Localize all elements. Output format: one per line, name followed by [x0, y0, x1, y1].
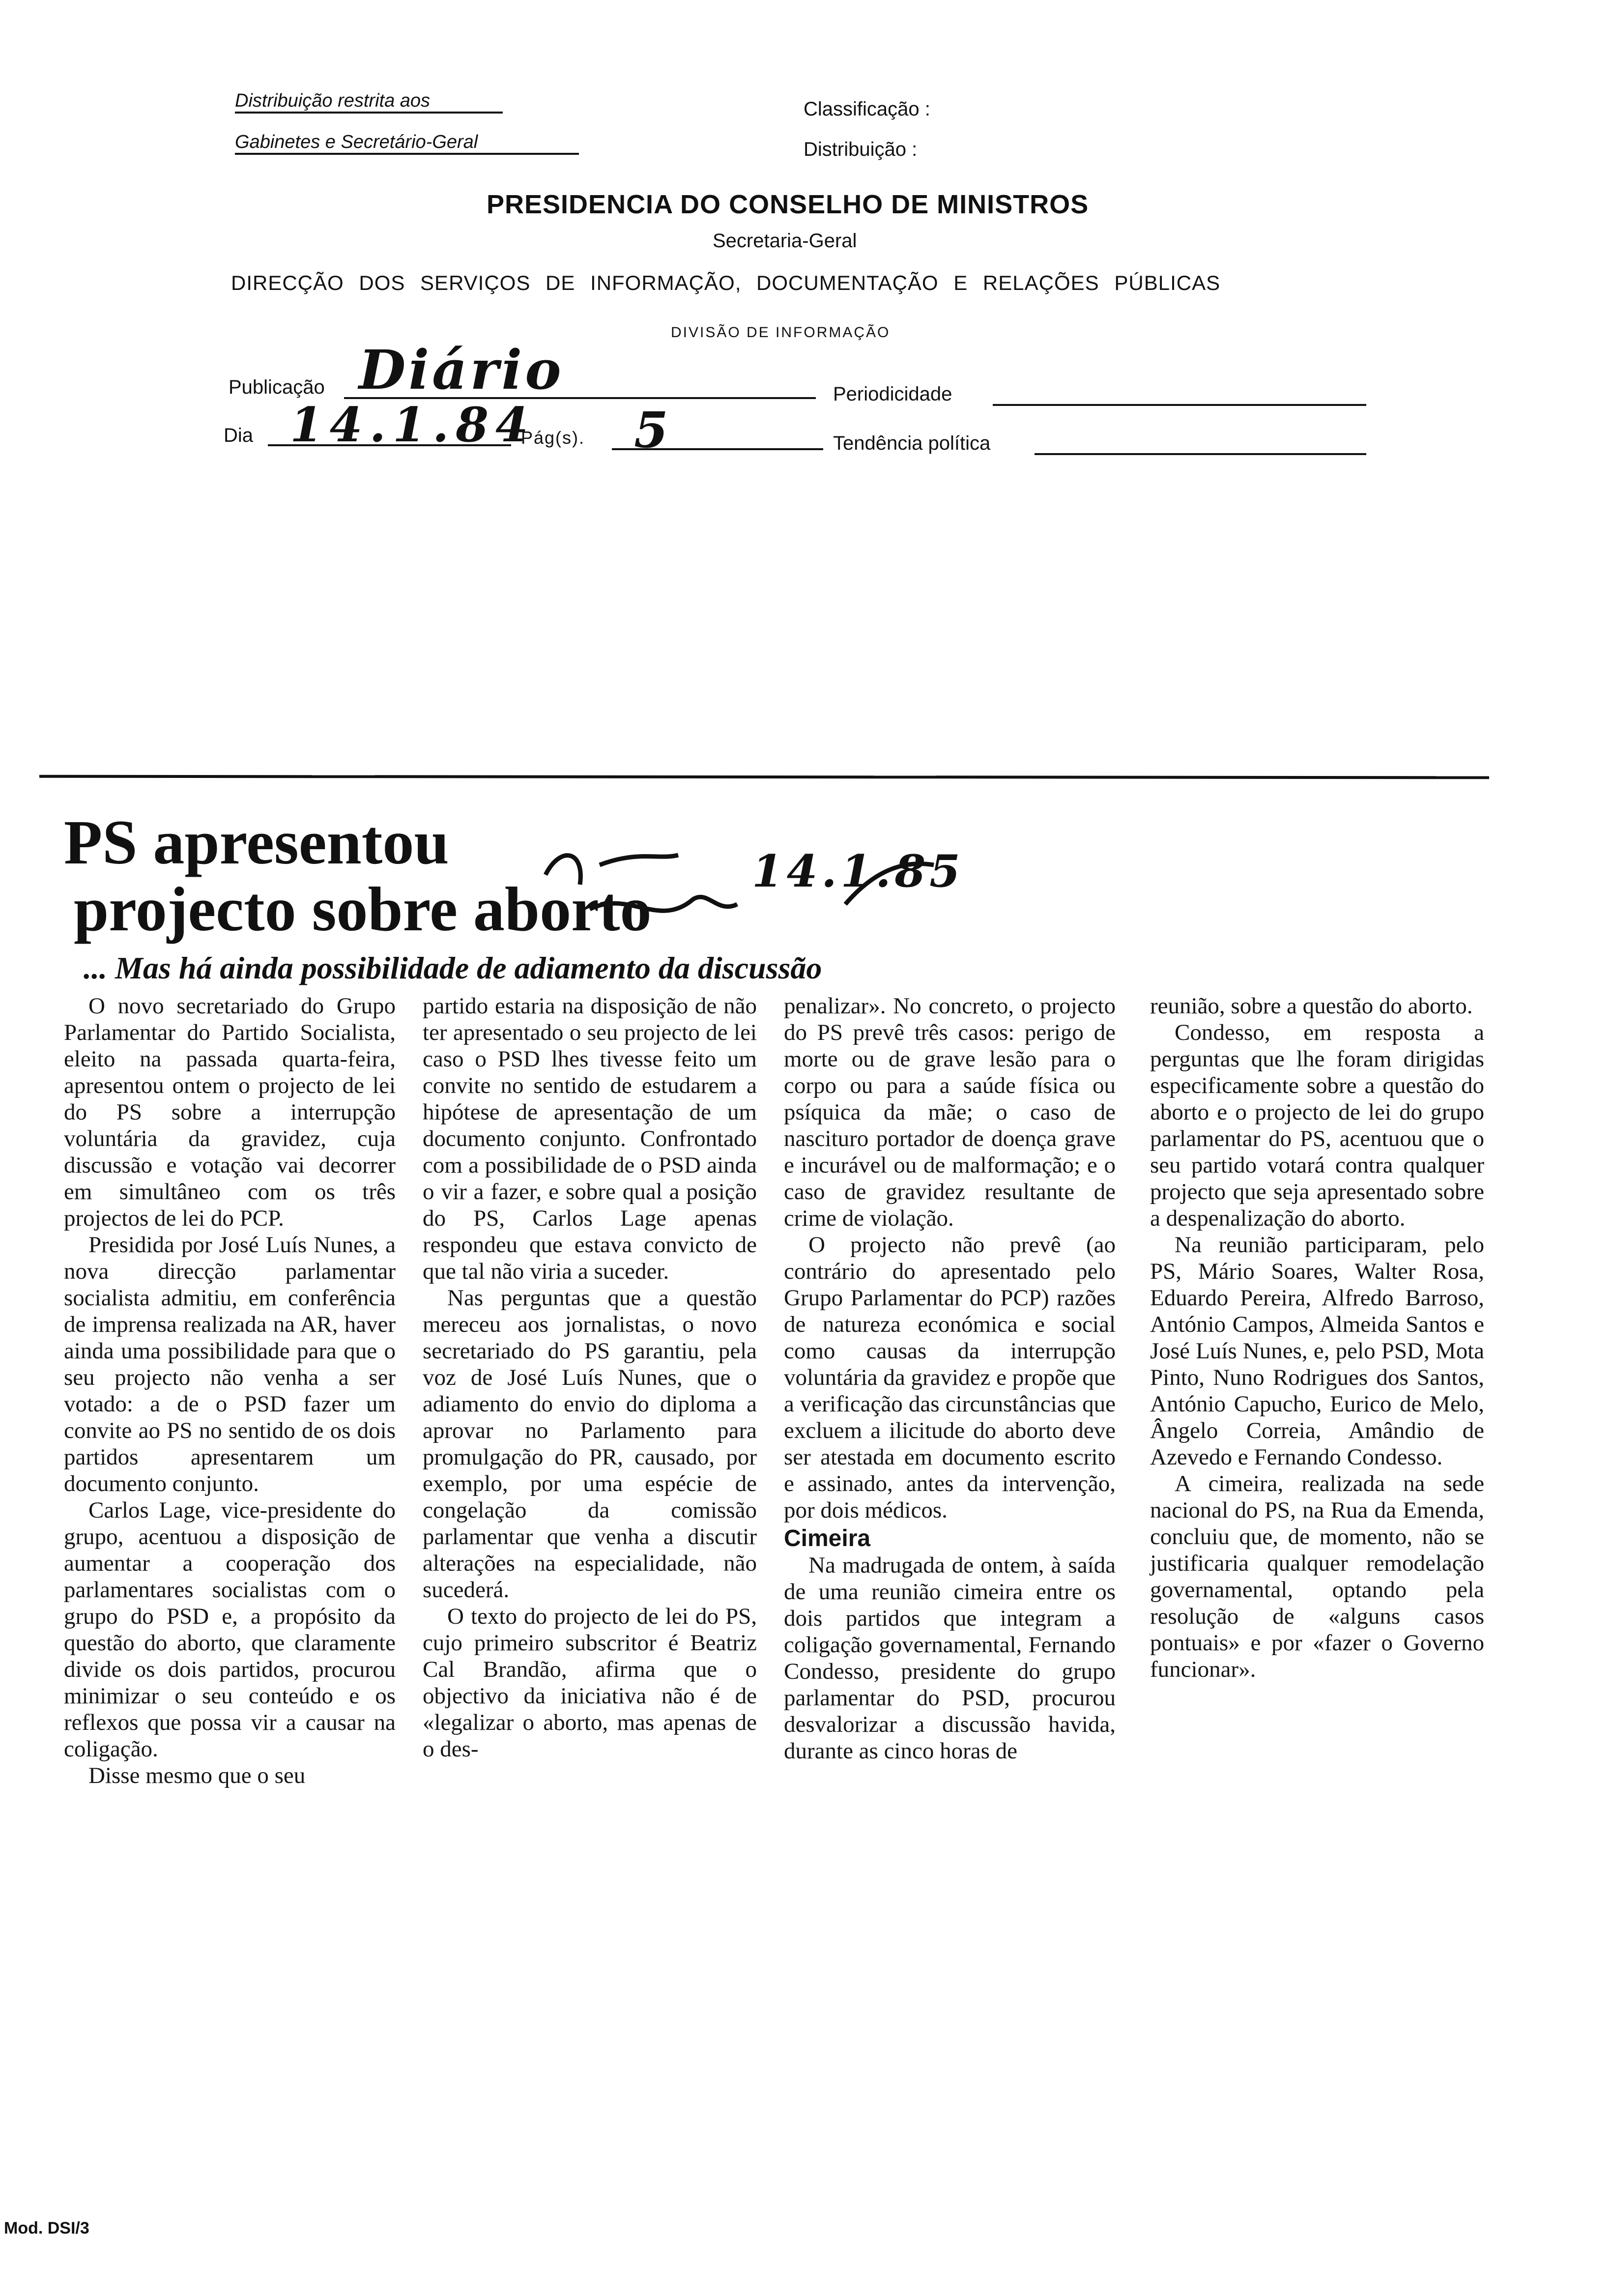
- column-4-paragraph: reunião, sobre a questão do aborto.: [1150, 993, 1473, 1019]
- pags-label: Pág(s).: [521, 428, 585, 448]
- article-column-4: [1150, 993, 1484, 1683]
- column-1-paragraph: O novo secretariado do Grupo Parlamentar do Partido Socialista, eleito na passada quarta-feira, apresentou ontem o projecto de lei do PS sobre a interrupção voluntária da gravidez, cuja discussão e votação vai decorrer em simultâneo com os três projectos de lei do PCP.: [64, 993, 396, 1231]
- tendencia-line: [1035, 453, 1366, 455]
- periodicidade-label: Periodicidade: [833, 383, 952, 405]
- headline-line-2: projecto sobre aborto: [74, 874, 652, 944]
- pags-line: [612, 448, 823, 450]
- distribuicao-label: Distribuição :: [804, 139, 918, 160]
- headline-line-1: PS apresentou: [64, 807, 449, 877]
- column-1-paragraph: Disse mesmo que o seu: [88, 1763, 306, 1788]
- column-4-paragraph: Na reunião participaram, pelo PS, Mário Soares, Walter Rosa, Eduardo Pereira, Alfredo Barroso, António Campos, Almeida Santos e José Luís Nunes, e, pelo PSD, Mota Pinto, Nuno Rodrigues dos Santos, António Capucho, Eurico de Melo, Ângelo Correia, Amândio de Azevedo e Fernando Condesso.: [1150, 1232, 1484, 1470]
- restricted-line-2: Gabinetes e Secretário-Geral: [235, 132, 579, 155]
- page-subtitle: Secretaria-Geral: [713, 230, 857, 252]
- column-3-paragraph: penalizar». No concreto, o projecto do PS prevê três casos: perigo de morte ou de grave lesão para o corpo ou para a saúde física ou psíquica da mãe; o caso de nascituro portador de doença grave e incurável ou de malformação; e o caso de gravidez resultante de crime de violação.: [784, 993, 1116, 1231]
- publicacao-label: Publicação: [229, 376, 325, 398]
- column-2-paragraph: Nas perguntas que a questão mereceu aos jornalistas, o novo secretariado do PS garantiu, pela voz de José Luís Nunes, que o adiamento do envio do diploma a aprovar no Parlamento para promulgação do PR, causado, por exemplo, por uma espécie de congelação da comissão parlamentar que venha a discutir alterações na especialidade, não sucederá.: [423, 1285, 757, 1603]
- section-heading-cimeira: Cimeira: [784, 1525, 871, 1551]
- dia-line: [268, 444, 511, 446]
- dia-label: Dia: [224, 425, 254, 446]
- article-column-2: [423, 993, 757, 1762]
- restricted-line-1: Distribuição restrita aos: [235, 90, 503, 114]
- column-4-paragraph: A cimeira, realizada na sede nacional do PS, na Rua da Emenda, concluiu que, de momento, não se justificaria qualquer remodelação governamental, optando pela resolução de «alguns casos pontuais» e por «fazer o Governo funcionar».: [1150, 1471, 1484, 1682]
- publicacao-value: Diário: [359, 338, 564, 402]
- periodicidade-line: [993, 404, 1366, 406]
- handwritten-date-note: 14.1.85: [752, 845, 964, 897]
- handwritten-scribble: [531, 831, 944, 944]
- clipping-top-rule: [39, 775, 1489, 779]
- column-2-paragraph: O texto do projecto de lei do PS, cujo primeiro subscritor é Beatriz Cal Brandão, afirma que o objectivo da iniciativa não é de «legalizar o aborto, mas apenas de o des-: [423, 1604, 757, 1762]
- column-1-paragraph: Carlos Lage, vice-presidente do grupo, acentuou a disposição de aumentar a cooperação dos parlamentares socialistas com o grupo do PSD e, a propósito da questão do aborto, que claramente divide os dois partidos, procurou minimizar o seu conteúdo e os reflexos que possa vir a causar na coligação.: [64, 1497, 396, 1762]
- article-column-3: [784, 993, 1116, 1764]
- form-code: Mod. DSI/3: [4, 2219, 89, 2238]
- directorate-line: DIRECÇÃO DOS SERVIÇOS DE INFORMAÇÃO, DOCUMENTAÇÃO E RELAÇÕES PÚBLICAS: [231, 271, 1221, 294]
- subheadline: ... Mas há ainda possibilidade de adiamento da discussão: [84, 950, 822, 985]
- page-title: PRESIDENCIA DO CONSELHO DE MINISTROS: [487, 190, 1089, 219]
- article-column-1: [64, 993, 396, 1789]
- column-2-paragraph: partido estaria na disposição de não ter apresentado o seu projecto de lei caso o PSD lhes tivesse feito um convite no sentido de estudarem a hipótese de apresentação de um documento conjunto. Confrontado com a possibilidade de o PSD ainda o vir a fazer, e sobre qual a posição do PS, Carlos Lage apenas respondeu que estava convicto de que tal não viria a suceder.: [423, 993, 757, 1284]
- column-3-paragraph: O projecto não prevê (ao contrário do apresentado pelo Grupo Parlamentar do PCP) razões de natureza económica e social como causas da interrupção voluntária da gravidez e propõe que a verificação das circunstâncias que excluem a ilicitude do aborto deve ser atestada em documento escrito e assinado, antes da intervenção, por dois médicos.: [784, 1232, 1116, 1523]
- dia-value: 14.1.84: [290, 397, 535, 453]
- division-line: DIVISÃO DE INFORMAÇÃO: [671, 324, 891, 341]
- pags-value: 5: [634, 401, 668, 459]
- column-3-paragraph: Na madrugada de ontem, à saída de uma reunião cimeira entre os dois partidos que integram a coligação governamental, Fernando Condesso, presidente do grupo parlamentar do PSD, procurou desvalorizar a discussão havida, durante as cinco horas de: [784, 1552, 1116, 1764]
- column-1-paragraph: Presidida por José Luís Nunes, a nova direcção parlamentar socialista admitiu, em conferência de imprensa realizada na AR, haver ainda uma possibilidade para que o seu projecto não venha a ser votado: a de o PSD fazer um convite ao PS no sentido de os dois partidos apresentarem um documento conjunto.: [64, 1232, 396, 1496]
- column-4-paragraph: Condesso, em resposta a perguntas que lhe foram dirigidas especificamente sobre a questão do aborto e o projecto de lei do grupo parlamentar do PS, acentuou que o seu partido votará contra qualquer projecto que seja apresentado sobre a despenalização do aborto.: [1150, 1020, 1484, 1231]
- tendencia-label: Tendência política: [833, 432, 991, 454]
- classificacao-label: Classificação :: [804, 98, 930, 120]
